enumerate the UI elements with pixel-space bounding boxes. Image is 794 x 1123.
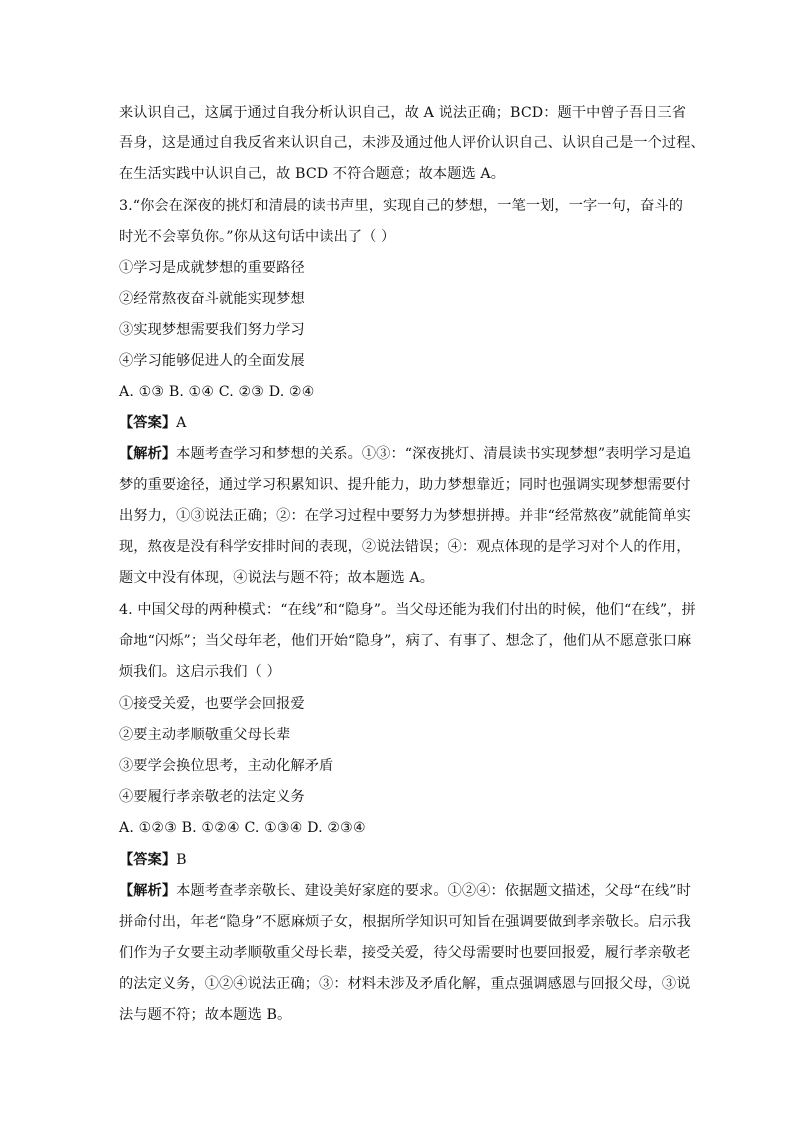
q4-statement-3: ③要学会换位思考，主动化解矛盾 <box>119 758 334 774</box>
q3-answer <box>119 413 699 433</box>
q4-options: A. ①②③ B. ①②④ C. ①③④ D. ②③④ <box>119 820 366 836</box>
q4-statement-1: ①接受关爱，也要学会回报爱 <box>119 696 305 712</box>
q3-options: A. ①③ B. ①④ C. ②③ D. ②④ <box>119 384 315 400</box>
q4-stem-line-3: 烦我们。这启示我们（ ） <box>119 664 281 680</box>
q3-statement-1: ①学习是成就梦想的重要路径 <box>119 260 305 276</box>
continuation-line-2: 吾身，这是通过自我反省来认识自己，未涉及通过他人评价认识自己、认识自己是一个过程、 <box>119 135 705 151</box>
continuation-line-1: 来认识自己，这属于通过自我分析认识自己，故 A 说法正确；BCD：题干中曾子吾日三省 <box>119 105 687 121</box>
q3-analysis-label: 【解析】 <box>119 446 177 462</box>
q4-analysis-label: 【解析】 <box>119 883 177 899</box>
q3-statement-2: ②经常熬夜奋斗就能实现梦想 <box>119 291 305 307</box>
q4-analysis-line-2: 拼命付出，年老“隐身”不愿麻烦子女，根据所学知识可知旨在强调要做到孝亲敬长。启示我 <box>119 914 691 930</box>
q3-analysis-line-2: 梦的重要途径，通过学习积累知识、提升能力，助力梦想靠近；同时也强调实现梦想需要付 <box>119 477 691 493</box>
q4-statement-4: ④要履行孝亲敬老的法定义务 <box>119 789 305 805</box>
q3-analysis-line-4: 现，熬夜是没有科学安排时间的表现，②说法错误；④：观点体现的是学习对个人的作用， <box>119 539 691 555</box>
q4-stem-line-1: 4. 中国父母的两种模式：“在线”和“隐身”。当父母还能为我们付出的时候，他们“在线”，拼 <box>119 602 696 618</box>
q3-analysis-text-1: 本题考查学习和梦想的关系。①③：“深夜挑灯、清晨读书实现梦想”表明学习是追 <box>176 446 691 462</box>
q4-stem-line-2: 命地“闪烁”；当父母年老，他们开始“隐身”，病了、有事了、想念了，他们从不愿意张口麻 <box>119 633 692 649</box>
q3-statement-3: ③实现梦想需要我们努力学习 <box>119 322 305 338</box>
q4-analysis-line-1 <box>119 881 699 901</box>
q4-analysis-line-4: 的法定义务，①②④说法正确；③：材料未涉及矛盾化解，重点强调感恩与回报父母，③说 <box>119 976 691 992</box>
q4-answer-value: B <box>176 852 187 868</box>
q3-answer-label: 【答案】 <box>119 415 177 431</box>
q3-analysis-line-1 <box>119 444 699 464</box>
q3-analysis-line-5: 题文中没有体现，④说法与题不符；故本题选 A。 <box>119 570 434 586</box>
q3-analysis-line-3: 出努力，①③说法正确；②：在学习过程中要努力为梦想拼搏。并非“经常熬夜”就能简单实 <box>119 508 691 524</box>
q4-analysis-line-5: 法与题不符；故本题选 B。 <box>119 1007 292 1023</box>
continuation-line-3: 在生活实践中认识自己，故 BCD 不符合题意；故本题选 A。 <box>119 166 506 182</box>
q4-analysis-line-3: 们作为子女要主动孝顺敬重父母长辈，接受关爱，待父母需要时也要回报爱，履行孝亲敬老 <box>119 945 691 961</box>
q3-statement-4: ④学习能够促进人的全面发展 <box>119 353 305 369</box>
q4-answer <box>119 850 699 870</box>
q4-answer-label: 【答案】 <box>119 852 177 868</box>
q4-analysis-text-1: 本题考查孝亲敬长、建设美好家庭的要求。①②④：依据题文描述，父母“在线”时 <box>176 883 691 899</box>
q3-answer-value: A <box>176 415 187 431</box>
q3-stem-line-2: 时光不会辜负你。”你从这句话中读出了（ ） <box>119 229 396 245</box>
q3-stem-line-1: 3.“你会在深夜的挑灯和清晨的读书声里，实现自己的梦想，一笔一划，一字一句，奋斗的 <box>119 198 684 214</box>
q4-statement-2: ②要主动孝顺敬重父母长辈 <box>119 727 291 743</box>
